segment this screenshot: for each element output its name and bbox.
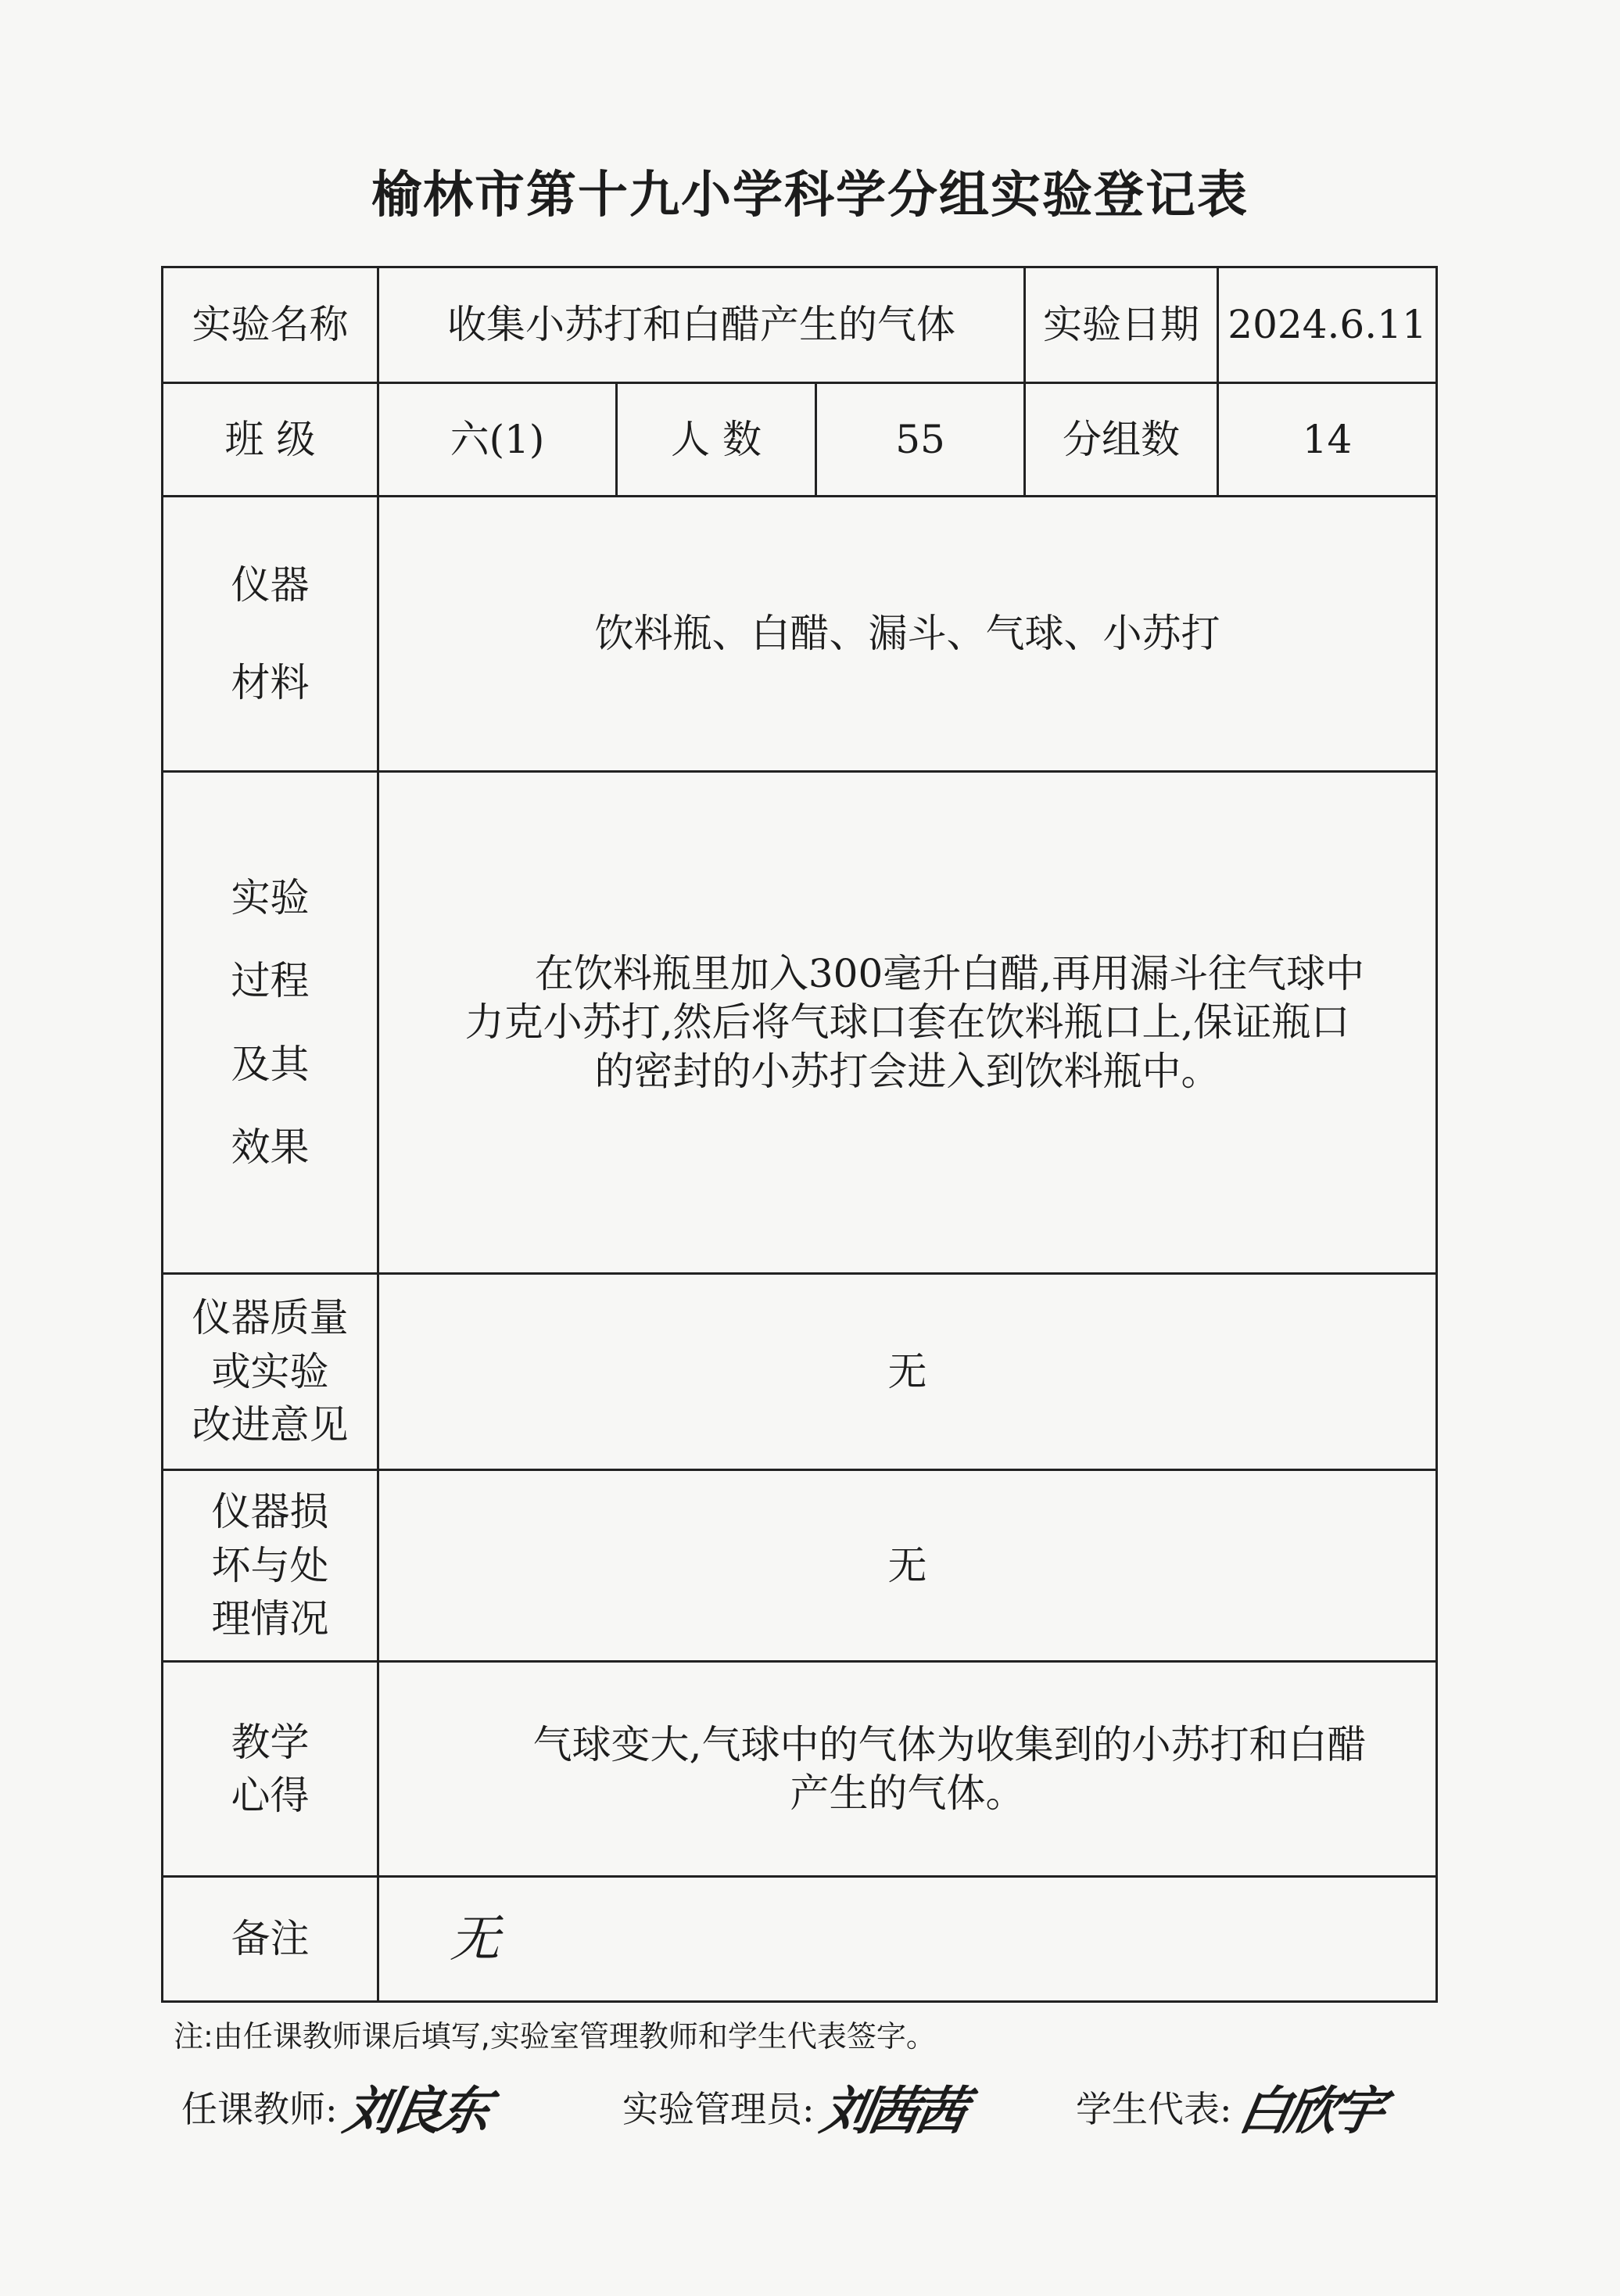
lab-manager-label: 实验管理员: [622, 2087, 815, 2130]
form-title: 榆林市第十九小学科学分组实验登记表 [371, 166, 1249, 224]
lab-manager-signature: 刘茜茜 [815, 2081, 968, 2141]
class-value: 六(1) [378, 383, 617, 497]
teacher-signature-block [181, 2069, 491, 2144]
row-quality [163, 1274, 1437, 1470]
groups-label: 分组数 [1025, 383, 1218, 497]
quality-label: 仪器质量 或实验 改进意见 [163, 1274, 378, 1470]
process-label: 实验 过程 及其 效果 [163, 772, 378, 1274]
row-reflection [163, 1662, 1437, 1877]
student-label: 学生代表: [1076, 2087, 1232, 2130]
student-signature-block [1076, 2069, 1385, 2144]
row-materials [163, 497, 1437, 772]
quality-value: 无 [378, 1274, 1437, 1470]
row-class-info [163, 383, 1437, 497]
reflection-label: 教学 心得 [163, 1662, 378, 1877]
teacher-label: 任课教师: [181, 2087, 338, 2130]
experiment-name-label: 实验名称 [163, 267, 378, 383]
materials-label: 仪器 材料 [163, 497, 378, 772]
groups-value: 14 [1218, 383, 1437, 497]
row-remarks [163, 1877, 1437, 2002]
headcount-value: 55 [816, 383, 1025, 497]
lab-manager-signature-block [622, 2069, 968, 2144]
footnote: 注:由任课教师课后填写,实验室管理教师和学生代表签字。 [174, 2019, 936, 2054]
student-signature: 白欣宇 [1233, 2081, 1385, 2141]
row-process [163, 772, 1437, 1274]
experiment-date-label: 实验日期 [1025, 267, 1218, 383]
row-damage [163, 1470, 1437, 1662]
experiment-date-value: 2024.6.11 [1218, 267, 1437, 383]
remarks-label: 备注 [163, 1877, 378, 2002]
damage-value: 无 [378, 1470, 1437, 1662]
materials-value: 饮料瓶、白醋、漏斗、气球、小苏打 [378, 497, 1437, 772]
damage-label: 仪器损 坏与处 理情况 [163, 1470, 378, 1662]
signature-row [0, 2069, 1620, 2155]
reflection-text: 气球变大,气球中的气体为收集到的小苏打和白醋 产生的气体。 [378, 1662, 1437, 1877]
teacher-signature: 刘良东 [339, 2081, 491, 2141]
experiment-name-value: 收集小苏打和白醋产生的气体 [378, 267, 1025, 383]
remarks-value [378, 1877, 1437, 2002]
class-label: 班 级 [163, 383, 378, 497]
remarks-handwritten: 无 [450, 1910, 500, 1968]
registration-table [161, 266, 1438, 2003]
headcount-label: 人 数 [617, 383, 816, 497]
process-text: 在饮料瓶里加入300毫升白醋,再用漏斗往气球中 力克小苏打,然后将气球口套在饮料瓶口上,保证瓶口 的密封的小苏打会进入到饮料瓶中。 [378, 772, 1437, 1274]
row-experiment-name [163, 267, 1437, 383]
